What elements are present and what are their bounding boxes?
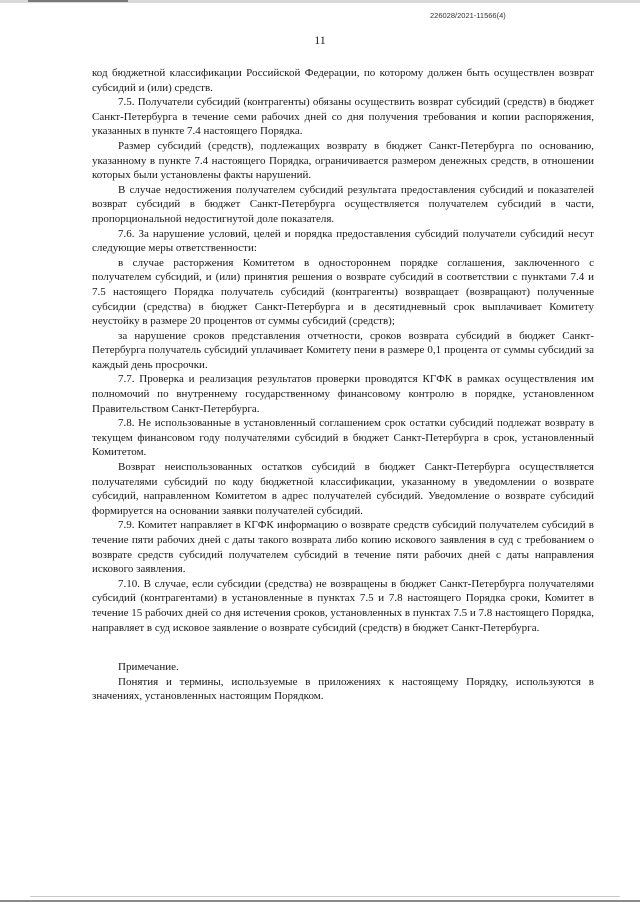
paragraph-7-4-continuation: код бюджетной классификации Российской Федерации, по которому должен быть осуществлен возврат субсидий и (или) средств. <box>92 67 594 94</box>
note-text: Понятия и термины, используемые в приложениях к настоящему Порядку, используются в значениях, установленных настоящим Порядком. <box>92 675 594 703</box>
page-number: 11 <box>314 33 326 47</box>
paragraph-7-6-penalty: за нарушение сроков представления отчетности, сроков возврата субсидий в бюджет Санкт-Петербурга получатель субсидий уплачивает Комитету пени в размере 0,1 процента от суммы субсидий за каждый день просрочки. <box>92 329 594 371</box>
scan-top-mark <box>28 0 128 2</box>
paragraph-7-6-termination: в случае расторжения Комитетом в одностороннем порядке соглашения, заключенного с получателем субсидий, и (или) принятия решения о возврате субсидий в соответствии с пунктами 7.4 и 7.5 настоящего Порядка получатель субсидий (контрагенты) возвращает (возвращают) полученные субсидии (средства) в бюджет Санкт-Петербурга и в десятидневный срок выплачивает Комитету неустойку в размере 20 процентов от суммы субсидий (средств); <box>92 256 594 328</box>
document-body <box>92 66 594 704</box>
scan-bottom-line-light <box>30 896 620 897</box>
paragraph-7-7: 7.7. Проверка и реализация результатов проверки проводятся КГФК в рамках осуществления им полномочий по внутреннему государственному финансовому контролю в порядке, установленном Правительством Санкт-Петербурга. <box>92 373 594 415</box>
paragraph-7-6: 7.6. За нарушение условий, целей и порядка предоставления субсидий получатели субсидий несут следующие меры ответственности: <box>92 227 594 255</box>
paragraph-7-9: 7.9. Комитет направляет в КГФК информацию о возврате средств субсидий получателем субсидий в течение пяти рабочих дней с даты такого возврата либо копию искового заявления в суд с требованием о возврате средств субсидий получателем субсидий в течение пяти рабочих дней с даты направления искового заявления. <box>92 519 594 576</box>
paragraph-7-8-return: Возврат неиспользованных остатков субсидий в бюджет Санкт-Петербурга осуществляется получателями субсидий по коду бюджетной классификации, указанному в уведомлении о возврате субсидий, направленном Комитетом в адрес получателей субсидий. Уведомление о возврате субсидий формируется на основании заявки получателей субсидий. <box>92 461 594 517</box>
paragraph-7-5-amount: Размер субсидий (средств), подлежащих возврату в бюджет Санкт-Петербурга по основанию, указанному в пункте 7.4 настоящего Порядка, ограничивается размером денежных средств, в отношении которых были установлены факты нарушений. <box>92 139 594 182</box>
paragraph-7-8: 7.8. Не использованные в установленный соглашением срок остатки субсидий подлежат возврату в текущем финансовом году получателями субсидий в бюджет Санкт-Петербурга в срок, установленный Комитетом. <box>92 417 594 459</box>
paragraph-7-10: 7.10. В случае, если субсидии (средства) не возвращены в бюджет Санкт-Петербурга получателями субсидий (контрагентами) в установленные в пунктах 7.5 и 7.8 настоящего Порядка сроки, Комитет в течение 15 рабочих дней со дня истечения сроков, установленных в пунктах 7.5 и 7.8 настоящего Порядка, направляет в суд исковое заявление о возврате субсидий (средств) в бюджет Санкт-Петербурга. <box>92 577 594 634</box>
scan-bottom-edge <box>0 900 640 902</box>
paragraph-7-5: 7.5. Получатели субсидий (контрагенты) обязаны осуществить возврат субсидий (средств) в бюджет Санкт-Петербурга в течение семи рабочих дней со дня получения требования и копии распоряжения, указанных в пункте 7.4 настоящего Порядка. <box>92 96 594 138</box>
document-registration-number: 226028/2021-11566(4) <box>430 11 506 20</box>
note-heading: Примечание. <box>118 661 179 674</box>
paragraph-7-5-result: В случае недостижения получателем субсидий результата предоставления субсидий и показателей возврат субсидий в бюджет Санкт-Петербурга осуществляется получателем субсидий в части, пропорциональной недостигнутой доле показателя. <box>92 183 594 225</box>
